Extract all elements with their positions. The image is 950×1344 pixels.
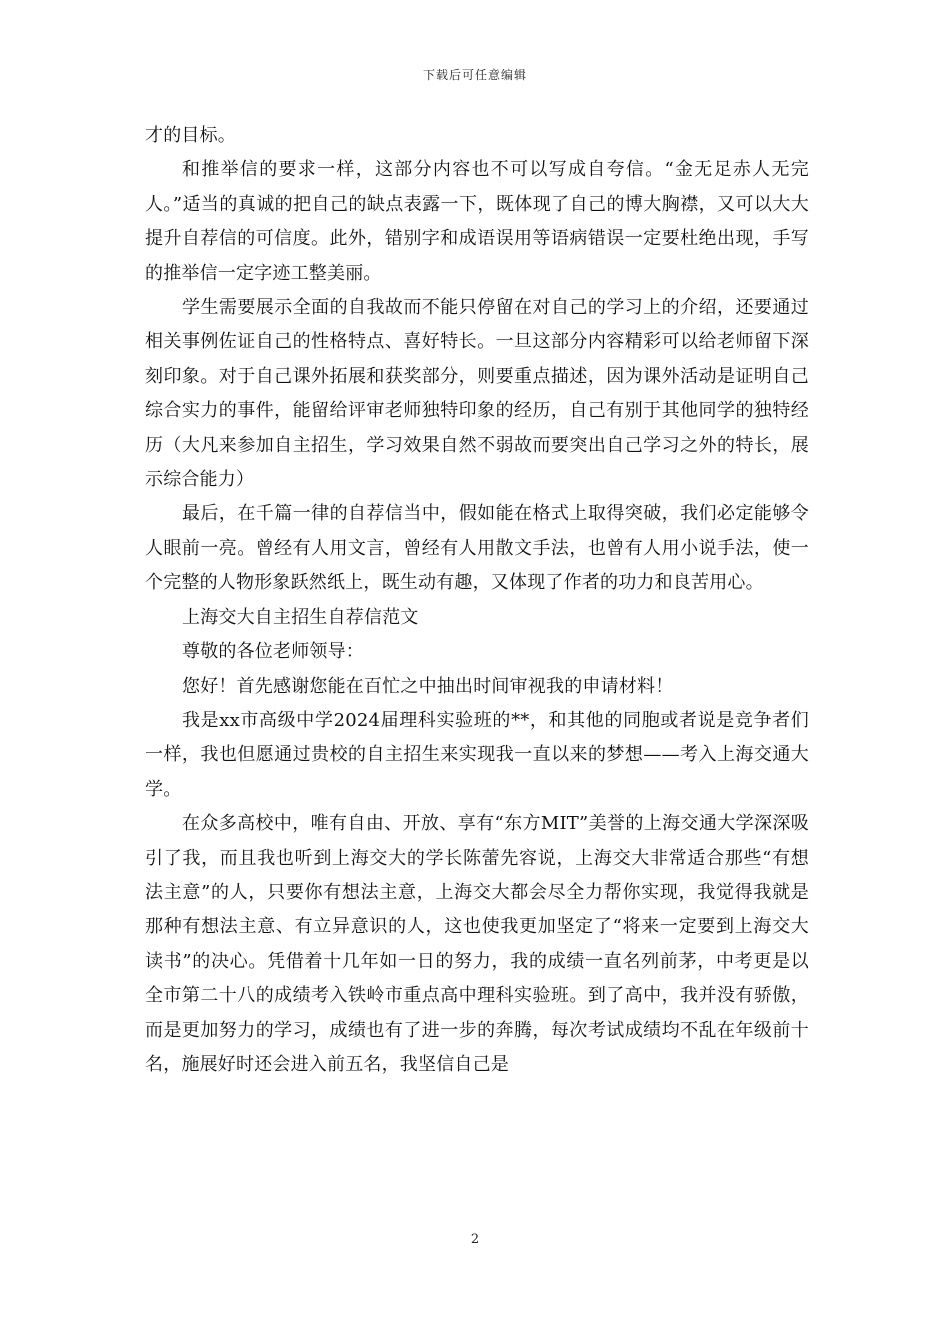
paragraph: 我是xx市高级中学2024届理科实验班的**，和其他的同胞或者说是竞争者们一样，我也但愿通过贵校的自主招生来实现我一直以来的梦想——考入上海交通大学。 [145, 709, 809, 800]
paragraph: 和推举信的要求一样，这部分内容也不可以写成自夸信。“金无足赤人无完人。”适当的真诚的把自己的缺点表露一下，既体现了自己的博大胸襟，又可以大大提升自荐信的可信度。此外，错别字和成语误用等语病错误一定要杜绝出现，手写的推举信一定字迹工整美丽。 [145, 159, 809, 284]
paragraph: 您好！首先感谢您能在百忙之中抽出时间审视我的申请材料！ [182, 675, 674, 697]
page-number: 2 [470, 1232, 480, 1247]
paragraph: 最后，在千篇一律的自荐信当中，假如能在格式上取得突破，我们必定能够令人眼前一亮。曾经有人用文言，曾经有人用散文手法，也曾有人用小说手法，使一个完整的人物形象跃然纸上，既生动有趣，又体现了作者的功力和良苦用心。 [145, 503, 809, 594]
paragraph: 才的目标。 [145, 125, 236, 146]
salutation: 尊敬的各位老师领导： [182, 641, 364, 663]
page-header: 下载后可任意编辑 [422, 68, 527, 82]
paragraph: 在众多高校中，唯有自由、开放、享有“东方MIT”美誉的上海交通大学深深吸引了我，而且我也听到上海交大的学长陈蕾先容说，上海交大非常适合那些“有想法主意”的人，只要你有想法主意，上海交大都会尽全力帮你实现，我觉得我就是那种有想法主意、有立异意识的人，这也使我更加坚定了“将来一定要到上海交大读书”的决心。凭借着十几年如一日的努力，我的成绩一直名列前茅，中考更是以全市第二十八的成绩考入铁岭市重点高中理科实验班。到了高中，我并没有骄傲，而是更加努力的学习，成绩也有了进一步的奔腾，每次考试成绩均不乱在年级前十名，施展好时还会进入前五名，我坚信自己是 [145, 813, 809, 1075]
document-body [145, 119, 809, 1082]
section-title: 上海交大自主招生自荐信范文 [182, 606, 419, 628]
paragraph: 学生需要展示全面的自我故而不能只停留在对自己的学习上的介绍，还要通过相关事例佐证自己的性格特点、喜好特长。一旦这部分内容精彩可以给老师留下深刻印象。对于自己课外拓展和获奖部分，则要重点描述，因为课外活动是证明自己综合实力的事件，能留给评审老师独特印象的经历，自己有别于其他同学的独特经历（大凡来参加自主招生，学习效果自然不弱故而要突出自己学习之外的特长，展示综合能力） [145, 297, 809, 491]
